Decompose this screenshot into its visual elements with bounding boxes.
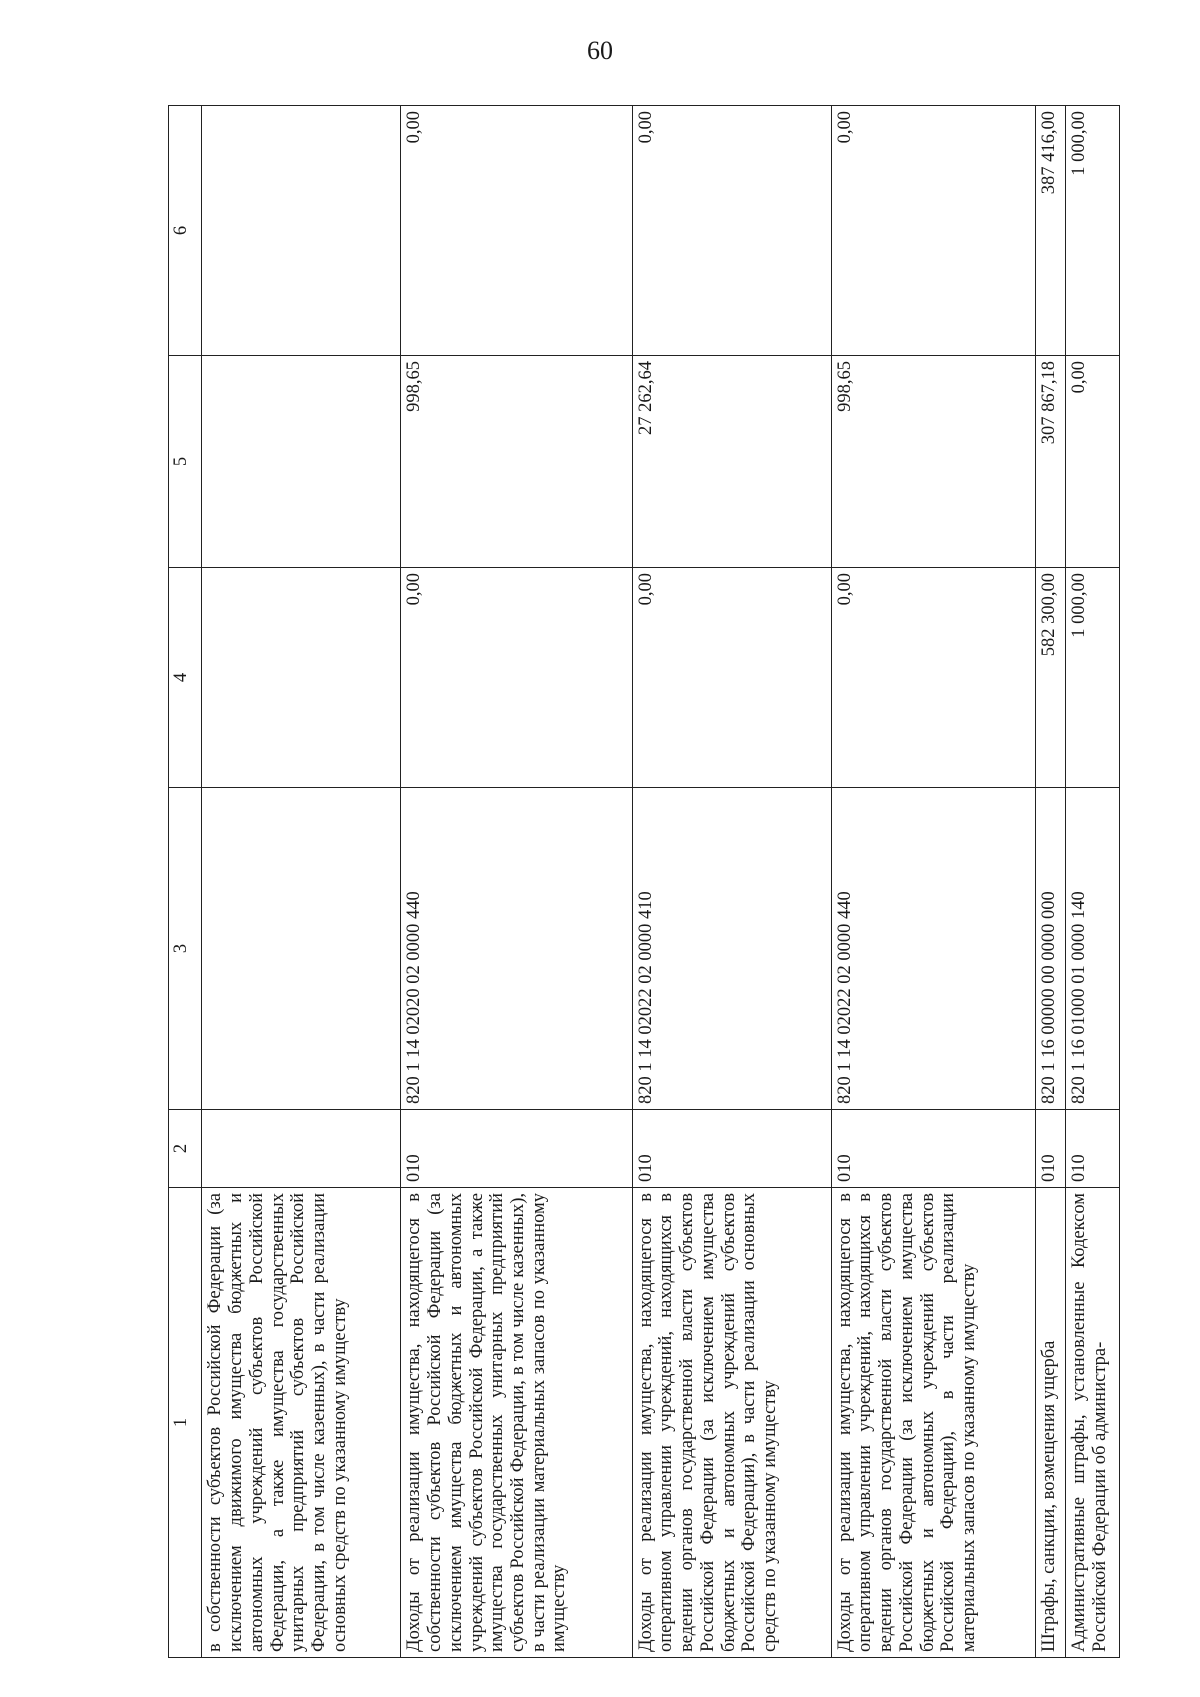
row-value-col5: 307 867,18 [1036,356,1066,568]
revenue-table [168,105,1120,1658]
row-value-col6: 0,00 [831,106,1035,356]
table-row [202,106,401,1658]
row-kbk [202,788,401,1110]
row-value-col4: 1 000,00 [1066,568,1120,788]
row-name: Штрафы, санкции, возмещения ущерба [1036,1188,1066,1658]
row-value-col4: 0,00 [632,568,831,788]
row-code: 010 [1066,1110,1120,1188]
row-value-col4 [202,568,401,788]
row-kbk: 820 1 16 01000 01 0000 140 [1066,788,1120,1110]
row-value-col4: 582 300,00 [1036,568,1066,788]
row-name: Доходы от реализации имущества, находящегося в собственности субъектов Российской Федерации (за исключением имущества бюджетных и автономных учреждений субъектов Российской Федерации, а также имущества государственных унитарных предприятий субъектов Российской Федерации, в том числе казенных), в части реализации материальных запасов по указанному имуществу [401,1188,632,1658]
row-value-col5: 0,00 [1066,356,1120,568]
row-value-col6: 387 416,00 [1036,106,1066,356]
table-row [1066,106,1120,1658]
table-row [831,106,1035,1658]
row-value-col5 [202,356,401,568]
row-value-col6: 1 000,00 [1066,106,1120,356]
row-value-col5: 998,65 [401,356,632,568]
row-code: 010 [401,1110,632,1188]
row-code [202,1110,401,1188]
row-value-col6 [202,106,401,356]
row-value-col6: 0,00 [401,106,632,356]
row-name: Доходы от реализации имущества, находящегося в оперативном управлении учреждений, находящихся в ведении органов государственной власти субъектов Российской Федерации (за исключением имущества бюджетных и автономных учреждений субъектов Российской Федерации), в части реализации материальных запасов по указанному имуществу [831,1188,1035,1658]
row-value-col4: 0,00 [401,568,632,788]
row-value-col5: 27 262,64 [632,356,831,568]
rotated-table-wrapper [168,106,1120,1658]
header-col-5: 5 [169,356,202,568]
table-row [1036,106,1066,1658]
row-kbk: 820 1 14 02022 02 0000 440 [831,788,1035,1110]
row-value-col4: 0,00 [831,568,1035,788]
page-number: 60 [587,36,613,65]
row-code: 010 [831,1110,1035,1188]
row-value-col5: 998,65 [831,356,1035,568]
header-col-1: 1 [169,1188,202,1658]
row-value-col6: 0,00 [632,106,831,356]
row-code: 010 [1036,1110,1066,1188]
header-col-2: 2 [169,1110,202,1188]
table-header-row [169,106,202,1658]
table-row [401,106,632,1658]
row-name: Административные штрафы, установленные Кодексом Российской Федерации об администра- [1066,1188,1120,1658]
header-col-3: 3 [169,788,202,1110]
row-kbk: 820 1 14 02022 02 0000 410 [632,788,831,1110]
header-col-4: 4 [169,568,202,788]
row-kbk: 820 1 16 00000 00 0000 000 [1036,788,1066,1110]
row-kbk: 820 1 14 02020 02 0000 440 [401,788,632,1110]
table-row [632,106,831,1658]
row-name: Доходы от реализации имущества, находящегося в оперативном управлении учреждений, находящихся в ведении органов государственной власти субъектов Российской Федерации (за исключением имущества бюджетных и автономных учреждений субъектов Российской Федерации), в части реализации основных средств по указанному имуществу [632,1188,831,1658]
row-name: в собственности субъектов Российской Федерации (за исключением движимого имущества бюджетных и автономных учреждений субъектов Российской Федерации, а также имущества государственных унитарных предприятий субъектов Российской Федерации, в том числе казенных), в части реализации основных средств по указанному имуществу [202,1188,401,1658]
row-code: 010 [632,1110,831,1188]
header-col-6: 6 [169,106,202,356]
